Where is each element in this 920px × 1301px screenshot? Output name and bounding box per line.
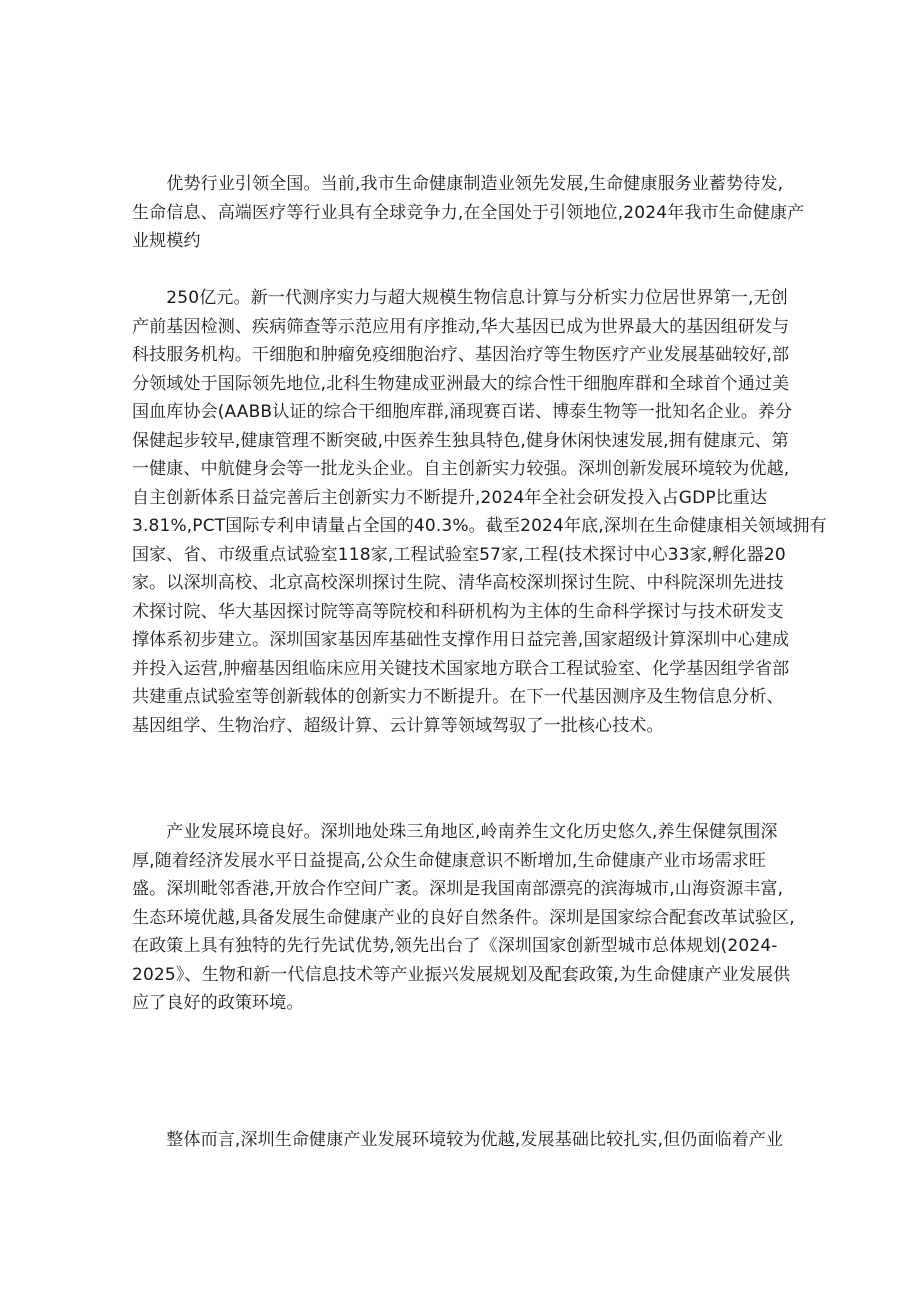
text-line: 生命信息、高端医疗等行业具有全球竞争力,在全国处于引领地位,2024年我市生命健康产 xyxy=(132,202,805,223)
text-line: 2025》、生物和新一代信息技术等产业振兴发展规划及配套政策,为生命健康产业发展供 xyxy=(132,964,791,985)
text-line: 厚,随着经济发展水平日益提高,公众生命健康意识不断增加,生命健康产业市场需求旺 xyxy=(132,850,767,871)
text-line: 分领域处于国际领先地位,北科生物建成亚洲最大的综合性干细胞库群和全球首个通过美 xyxy=(132,373,790,394)
text-line: 产业发展环境良好。深圳地处珠三角地区,岭南养生文化历史悠久,养生保健氛围深 xyxy=(132,822,778,842)
text-line: 在政策上具有独特的先行先试优势,领先出台了《深圳国家创新型城市总体规划(2024- xyxy=(132,936,778,956)
text-line: 盛。深圳毗邻香港,开放合作空间广袤。深圳是我国南部漂亮的滨海城市,山海资源丰富, xyxy=(132,879,784,899)
text-line: 250亿元。新一代测序实力与超大规模生物信息计算与分析实力位居世界第一,无创 xyxy=(132,288,788,308)
paragraph-industry-environment xyxy=(132,818,796,1018)
text-line: 并投入运营,肿瘤基因组临床应用关键技术国家地方联合工程试验室、化学基因组学省部 xyxy=(132,658,790,679)
text-line: 生态环境优越,具备发展生命健康产业的良好自然条件。深圳是国家综合配套改革试验区, xyxy=(132,907,795,928)
text-line: 术探讨院、华大基因探讨院等高等院校和科研机构为主体的生命科学探讨与技术研发支 xyxy=(132,601,784,622)
text-line: 自主创新体系日益完善后主创新实力不断提升,2024年全社会研发投入占GDP比重达 xyxy=(132,487,768,508)
text-line: 共建重点试验室等创新载体的创新实力不断提升。在下一代基因测序及生物信息分析、 xyxy=(132,687,784,707)
text-line: 基因组学、生物治疗、超级计算、云计算等领域驾驭了一批核心技术。 xyxy=(132,715,664,736)
text-line: 一健康、中航健身会等一批龙头企业。自主创新实力较强。深圳创新发展环境较为优越, xyxy=(132,459,790,479)
text-line: 家。以深圳高校、北京高校深圳探讨生院、清华高校深圳探讨生院、中科院深圳先进技 xyxy=(132,573,784,593)
text-line: 业规模约 xyxy=(132,231,201,251)
paragraph-overall-summary xyxy=(132,1126,796,1155)
text-line: 国家、省、市级重点试验室118家,工程试验室57家,工程(技术探讨中心33家,孵化器20 xyxy=(132,544,786,565)
paragraph-leading-industries xyxy=(132,170,805,256)
paragraph-innovation-capacity xyxy=(132,284,827,769)
text-line: 科技服务机构。干细胞和肿瘤免疫细胞治疗、基因治疗等生物医疗产业发展基础较好,部 xyxy=(132,345,790,365)
text-line xyxy=(132,740,796,769)
text-line: 撑体系初步建立。深圳国家基因库基础性支撑作用日益完善,国家超级计算深圳中心建成 xyxy=(132,630,790,650)
text-line: 保健起步较早,健康管理不断突破,中医养生独具特色,健身休闲快速发展,拥有健康元、第 xyxy=(132,430,789,451)
text-line: 国血库协会(AABB认证的综合干细胞库群,涌现赛百诺、博泰生物等一批知名企业。养分 xyxy=(132,402,793,422)
text-line: 优势行业引领全国。当前,我市生命健康制造业领先发展,生命健康服务业蓄势待发, xyxy=(132,174,784,194)
text-line: 整体而言,深圳生命健康产业发展环境较为优越,发展基础比较扎实,但仍面临着产业 xyxy=(132,1130,784,1150)
text-line: 产前基因检测、疾病筛查等示范应用有序推动,华大基因已成为世界最大的基因组研发与 xyxy=(132,316,790,337)
text-line: 应了良好的政策环境。 xyxy=(132,993,304,1013)
text-line: 3.81%,PCT国际专利申请量占全国的40.3%。截至2024年底,深圳在生命健康相关领域拥有 xyxy=(132,516,827,536)
